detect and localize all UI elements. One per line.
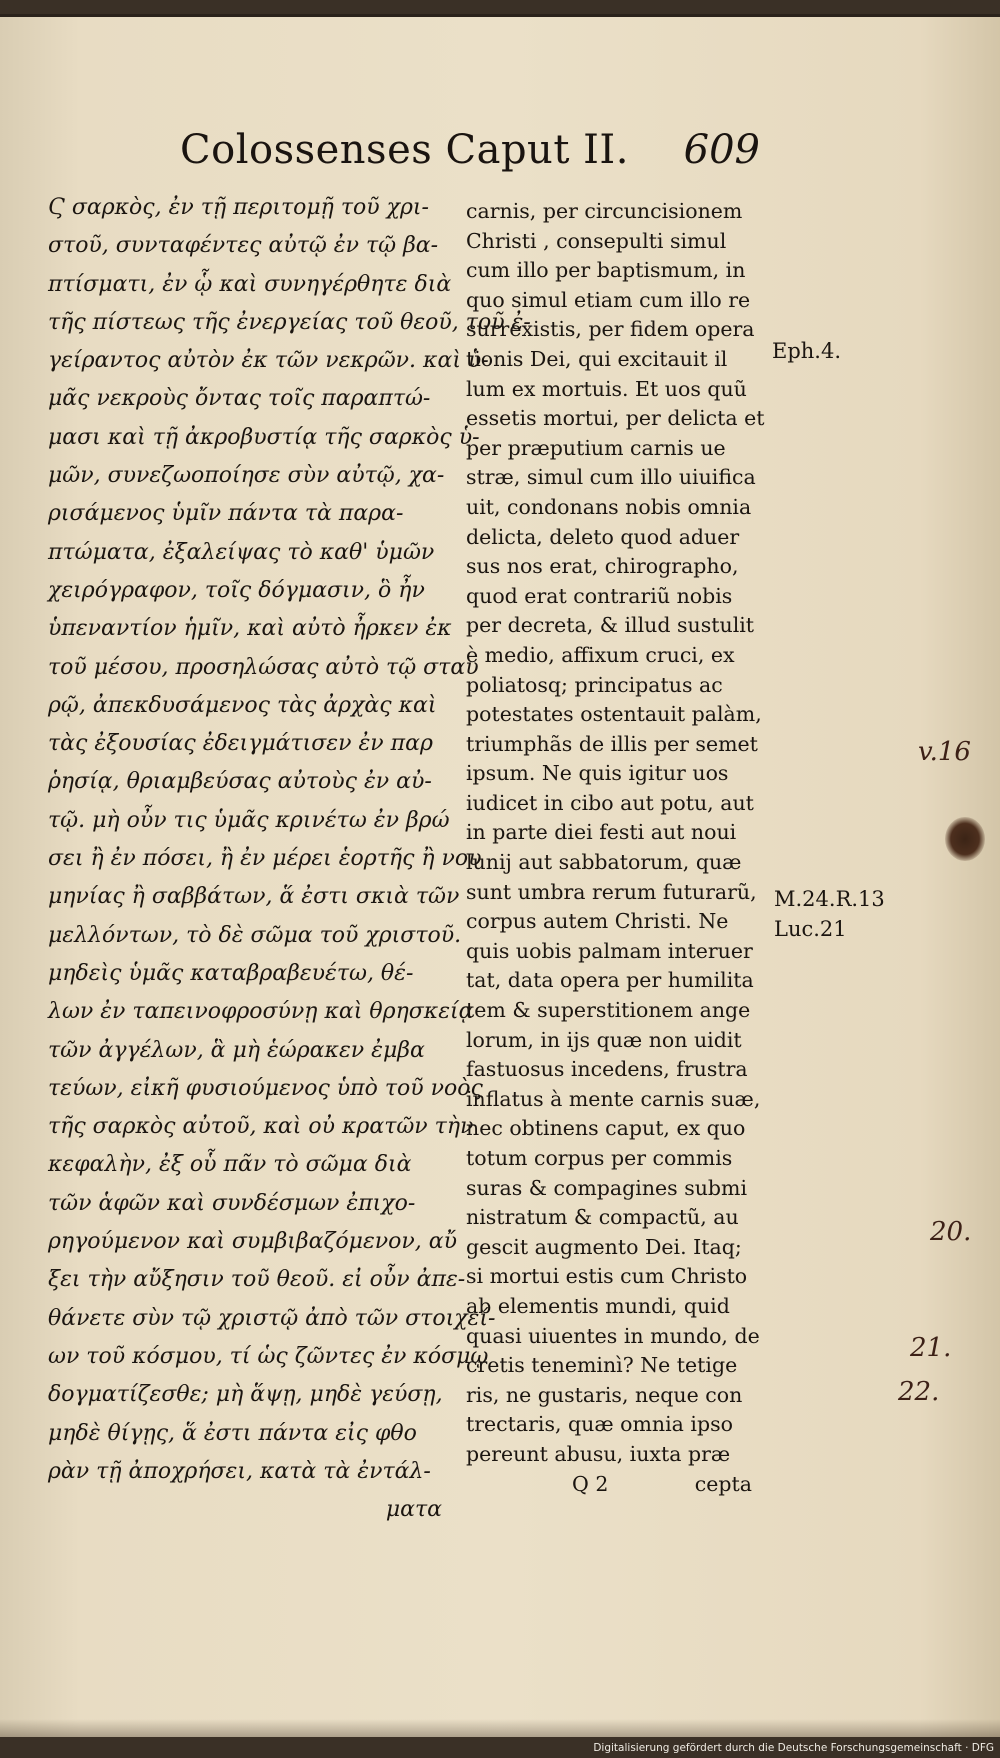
latin-line: quis uobis palmam interuer	[466, 938, 753, 963]
greek-line: ρὰν τῇ ἀποχρήσει, κατὰ τὰ ἐντάλ-	[48, 1458, 431, 1484]
greek-line: χειρόγραφον, τοῖς δόγμασιν, ὃ ἦν	[48, 577, 425, 603]
latin-text-column	[466, 197, 766, 1497]
greek-line: πτώματα, ἐξαλείψας τὸ καθ' ὑμῶν	[48, 539, 435, 565]
greek-line: ῥησίᾳ, θριαμβεύσας αὐτοὺς ἐν αὐ-	[48, 769, 432, 795]
latin-line: corpus autem Christi. Ne	[466, 909, 729, 934]
greek-line: ὑπεναντίον ἡμῖν, καὶ αὐτὸ ἦρκεν ἐκ	[48, 616, 452, 642]
latin-line: quo simul etiam cum illo re	[466, 287, 751, 312]
greek-line: πτίσματι, ἐν ᾧ καὶ συνηγέρθητε διὰ	[48, 271, 452, 297]
margin-note-matthew: M.24.R.13	[774, 887, 885, 911]
latin-line: quod erat contrariũ nobis	[466, 583, 733, 608]
latin-line: per præputium carnis ue	[466, 435, 726, 460]
greek-line: λων ἐν ταπεινοφροσύνῃ καὶ θρησκείᾳ	[48, 999, 474, 1025]
latin-line: è medio, affixum cruci, ex	[466, 642, 735, 667]
latin-line: stræ, simul cum illo uiuifica	[466, 465, 756, 490]
greek-line: μηνίας ἢ σαββάτων, ἅ ἐστι σκιὰ τῶν	[48, 884, 460, 910]
greek-text-column	[48, 189, 531, 1523]
latin-line: trectaris, quæ omnia ipso	[466, 1412, 733, 1437]
latin-line: tem & superstitionem ange	[466, 998, 751, 1023]
greek-line: κεφαλὴν, ἐξ οὗ πᾶν τὸ σῶμα διὰ	[48, 1152, 412, 1178]
latin-line: cum illo per baptismum, in	[466, 258, 746, 283]
greek-line: μελλόντων, τὸ δὲ σῶμα τοῦ χριστοῦ.	[48, 922, 462, 948]
greek-line: στοῦ, συνταφέντες αὐτῷ ἐν τῷ βα-	[48, 233, 439, 259]
latin-line: gescit augmento Dei. Itaq;	[466, 1234, 742, 1259]
latin-line: ab elementis mundi, quid	[466, 1293, 730, 1318]
latin-line: fastuosus incedens, frustra	[466, 1057, 748, 1082]
latin-line: triumphãs de illis per semet	[466, 731, 758, 756]
latin-line: lorum, in ijs quæ non uidit	[466, 1027, 742, 1052]
greek-line: θάνετε σὺν τῷ χριστῷ ἀπὸ τῶν στοιχεί-	[48, 1305, 496, 1331]
greek-line: μηδεὶς ὑμᾶς καταβραβευέτω, θέ-	[48, 960, 414, 986]
greek-line: δογματίζεσθε; μὴ ἅψῃ, μηδὲ γεύσῃ,	[48, 1382, 443, 1408]
greek-line: τὰς ἐξουσίας ἐδειγμάτισεν ἐν παρ	[48, 731, 433, 757]
greek-line: τῶν ἀγγέλων, ἃ μὴ ἑώρακεν ἐμβα	[48, 1037, 425, 1063]
signature-mark: Q 2 cepta	[466, 1470, 766, 1500]
book-page	[0, 14, 1000, 1737]
latin-line: poliatosq; principatus ac	[466, 672, 723, 697]
latin-line: ris, ne gustaris, neque con	[466, 1382, 743, 1407]
latin-line: carnis, per circuncisionem	[466, 199, 743, 223]
greek-line: μᾶς νεκροὺς ὄντας τοῖς παραπτώ-	[48, 386, 431, 412]
greek-line: ρῷ, ἀπεκδυσάμενος τὰς ἀρχὰς καὶ	[48, 692, 437, 718]
handwritten-verse-16: v.16	[918, 737, 971, 767]
running-title: Colossenses Caput II.	[180, 127, 629, 173]
latin-line: nec obtinens caput, ex quo	[466, 1116, 746, 1141]
greek-line: τῆς σαρκὸς αὐτοῦ, καὶ οὐ κρατῶν τὴν	[48, 1114, 474, 1140]
handwritten-verse-22: 22.	[898, 1377, 940, 1407]
greek-line: γείραντος αὐτὸν ἐκ τῶν νεκρῶν. καὶ ὑ-	[48, 348, 489, 374]
latin-line: potestates ostentauit palàm,	[466, 702, 762, 727]
latin-line: uit, condonans nobis omnia	[466, 494, 752, 519]
latin-line: sus nos erat, chirographo,	[466, 554, 739, 579]
greek-line: μῶν, συνεζωοποίησε σὺν αὐτῷ, χα-	[48, 463, 445, 489]
greek-line: τοῦ μέσου, προσηλώσας αὐτὸ τῷ σταυ	[48, 654, 479, 680]
greek-catchword: ματα	[385, 1497, 442, 1523]
greek-line: τῶν ἁφῶν καὶ συνδέσμων ἐπιχο-	[48, 1190, 416, 1216]
latin-line: Christi , consepulti simul	[466, 228, 727, 253]
latin-line: nistratum & compactũ, au	[466, 1205, 739, 1230]
latin-line: quasi uiuentes in mundo, de	[466, 1323, 760, 1348]
latin-line: delicta, deleto quod aduer	[466, 524, 740, 549]
latin-line: ipsum. Ne quis igitur uos	[466, 761, 729, 786]
greek-line: μασι καὶ τῇ ἀκροβυστίᾳ τῆς σαρκὸς ὑ-	[48, 424, 480, 450]
greek-line: ρηγούμενον καὶ συμβιβαζόμενον, αὔ	[48, 1229, 457, 1255]
latin-line: si mortui estis cum Christo	[466, 1264, 748, 1289]
greek-line: τῆς πίστεως τῆς ἐνεργείας τοῦ θεοῦ, τοῦ ἐ-	[48, 309, 531, 335]
greek-line: ρισάμενος ὑμῖν πάντα τὰ παρα-	[48, 501, 404, 527]
greek-line: Ϛ σαρκὸς, ἐν τῇ περιτομῇ τοῦ χρι-	[48, 195, 429, 220]
latin-line: in parte diei festi aut noui	[466, 820, 737, 845]
handwritten-verse-20: 20.	[930, 1217, 972, 1247]
ink-stain	[945, 817, 985, 861]
greek-line: σει ἢ ἐν πόσει, ἢ ἐν μέρει ἑορτῆς ἢ νου	[48, 846, 482, 872]
margin-note-luke: Luc.21	[774, 917, 847, 941]
greek-line: ξει τὴν αὔξησιν τοῦ θεοῦ. εἰ οὖν ἀπε-	[48, 1267, 466, 1293]
digitization-credit: Digitalisierung gefördert durch die Deutsche Forschungsgemeinschaft · DFG	[593, 1742, 994, 1754]
latin-line: lunij aut sabbatorum, quæ	[466, 850, 742, 875]
latin-line: lum ex mortuis. Et uos quũ	[466, 376, 747, 401]
greek-line: τῷ. μὴ οὖν τις ὑμᾶς κρινέτω ἐν βρώ	[48, 807, 450, 833]
latin-line: cretis teneminì? Ne tetige	[466, 1353, 738, 1378]
page-number: 609	[683, 127, 760, 173]
latin-line: tat, data opera per humilita	[466, 968, 754, 993]
latin-line: surrexistis, per fidem opera	[466, 317, 755, 342]
latin-catchword: cepta	[694, 1471, 752, 1496]
page-header	[180, 127, 760, 187]
latin-line: per decreta, & illud sustulit	[466, 613, 755, 638]
latin-line: totum corpus per commis	[466, 1146, 733, 1170]
handwritten-verse-21: 21.	[910, 1333, 952, 1363]
margin-note-eph: Eph.4.	[772, 339, 842, 363]
latin-line: iudicet in cibo aut potu, aut	[466, 790, 754, 815]
latin-line: suras & compagines submi	[466, 1175, 748, 1200]
latin-line: sunt umbra rerum futurarũ,	[466, 879, 757, 904]
latin-line: essetis mortui, per delicta et	[466, 406, 765, 431]
latin-line: pereunt abusu, iuxta præ	[466, 1441, 731, 1466]
greek-line: τεύων, εἰκῆ φυσιούμενος ὑπὸ τοῦ νοὸς	[48, 1075, 483, 1101]
greek-line: μηδὲ θίγῃς, ἅ ἐστι πάντα εἰς φθο	[48, 1420, 417, 1446]
latin-line: inflatus à mente carnis suæ,	[466, 1086, 761, 1111]
latin-line: tionis Dei, qui excitauit il	[466, 346, 728, 371]
greek-line: ων τοῦ κόσμου, τί ὡς ζῶντες ἐν κόσμῳ	[48, 1343, 489, 1369]
